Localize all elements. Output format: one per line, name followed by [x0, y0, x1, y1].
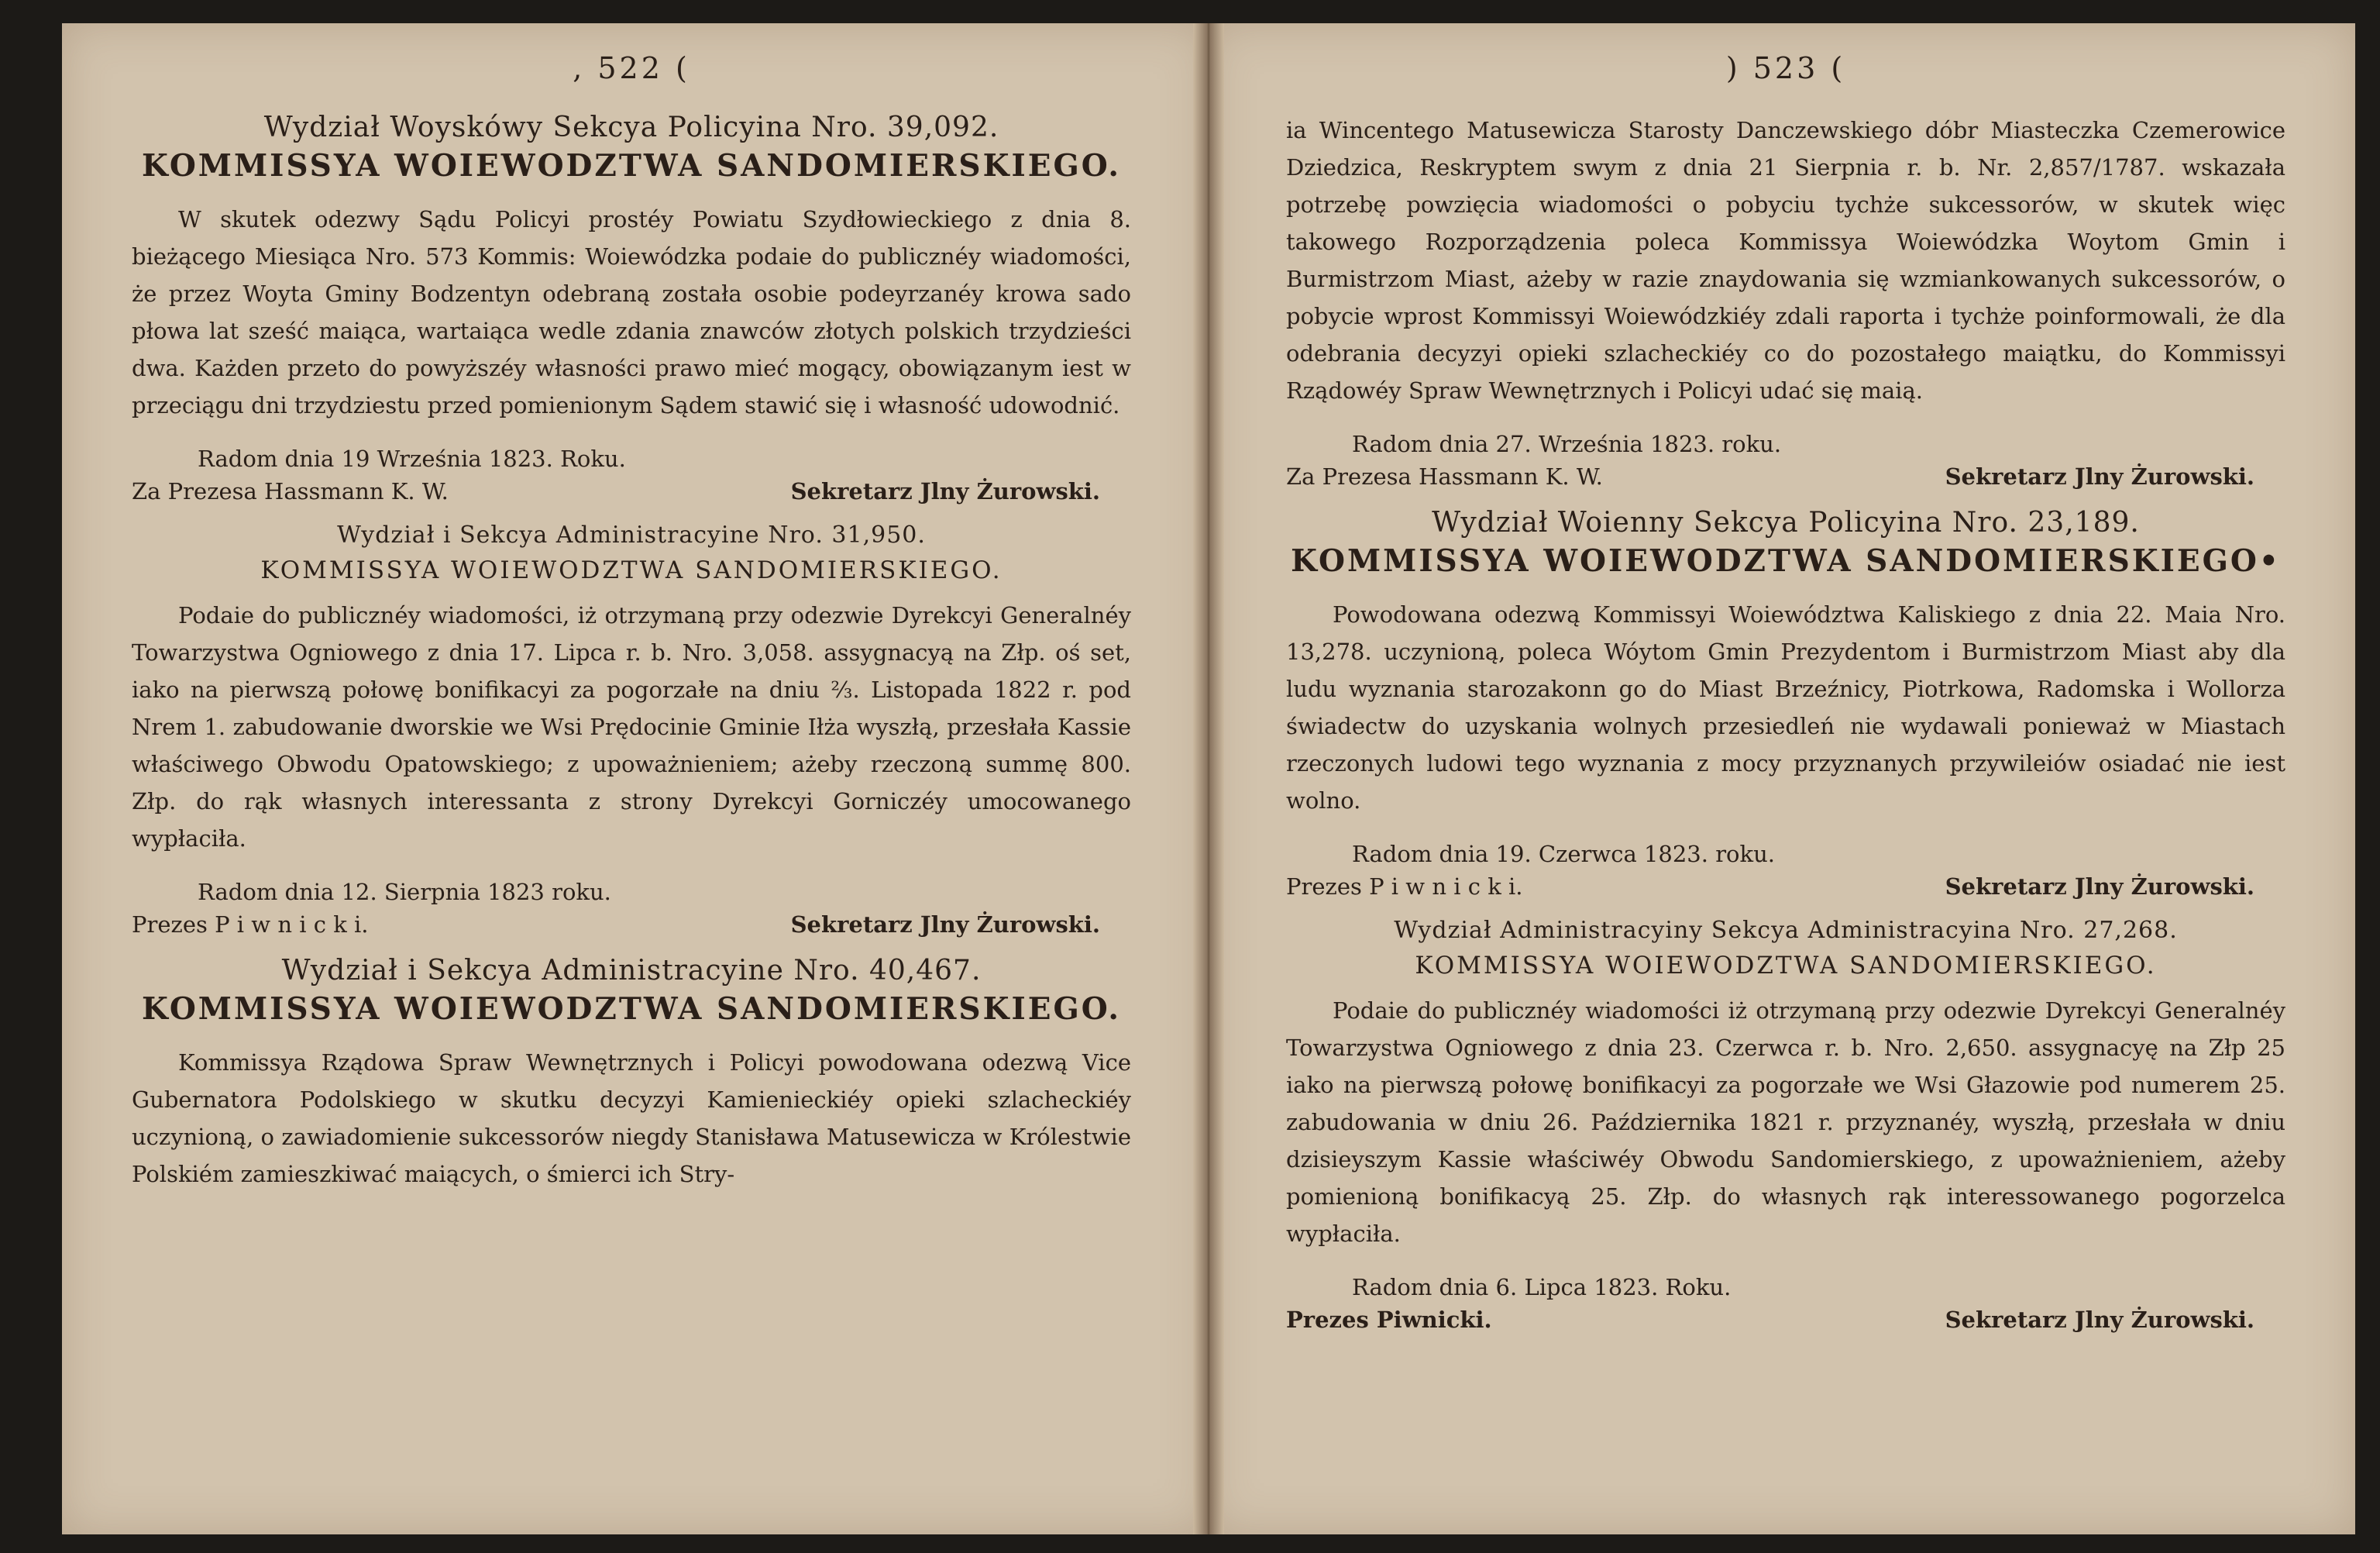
signature-left: Za Prezesa Hassmann K. W. [1286, 463, 1603, 490]
notice-heading: Wydział Woienny Sekcya Policyina Nro. 23,189. [1432, 507, 2140, 539]
right-page-content [1286, 45, 2285, 1350]
notice-body: ia Wincentego Matusewicza Starosty Danczewskiego dóbr Miasteczka Czemerowice Dziedzica, Reskryptem swym z dnia 21 Sierpnia r. b. Nr. 2,857/1787. wskazała potrzebę powzięcia wiadomości o pobyciu tychże sukcessorów, w skutek więc takowego Rozporządzenia poleca Kommissya Woiewódzka Woytom Gmin i Burmistrzom Miast, ażeby w razie znaydowania się wzmiankowanych sukcessorów, o pobycie wprost Kommissyi Woiewódzkiéy zdali raporta i tychże poinformowali, że dla odebrania decyzyi opieki szlacheckiéy co do pozostałego maiątku, do Kommissyi Rządowéy Spraw Wewnętrznych i Policyi udać się maią. [1286, 117, 2285, 404]
notice-authority: KOMMISSYA WOIEWODZTWA SANDOMIERSKIEGO. [141, 991, 1122, 1027]
notice-body: W skutek odezwy Sądu Policyi prostéy Powiatu Szydłowieckiego z dnia 8. bieżącego Miesiąca Nro. 573 Kommis: Woiewódzka podaie do publicznéy wiadomości, że przez Woyta Gminy Bodzentyn odebraną została osobie podeyrzanéy krowa sado płowa lat sześć maiąca, wartaiąca wedle zdania znawców złotych polskich trzydzieści dwa. Każden przeto do powyższéy własności prawo mieć mogący, obowiązanym iest w przeciągu dni trzydziestu przed pomienionym Sądem stawić się i własność udowodnić. [132, 206, 1131, 418]
signature-right: Sekretarz Jlny Żurowski. [1945, 873, 2254, 900]
notice-heading: Wydział Administracyiny Sekcya Administracyina Nro. 27,268. [1394, 917, 2178, 944]
notice-body: Kommissya Rządowa Spraw Wewnętrznych i Policyi powodowana odezwą Vice Gubernatora Podolskiego w skutku decyzyi Kamienieckiéy opieki szlacheckiéy uczynioną, o zawiadomienie sukcessorów niegdy Stanisława Matusewicza w Królestwie Polskiém zamieszkiwać maiących, o śmierci ich Stry- [132, 1049, 1131, 1187]
signature-left: Za Prezesa Hassmann K. W. [132, 478, 449, 504]
signature-left: Prezes Piwnicki. [1286, 1307, 1492, 1333]
notice-signatures [1286, 463, 2285, 490]
notice-authority: KOMMISSYA WOIEWODZTWA SANDOMIERSKIEGO. [260, 556, 1003, 584]
signature-left: Prezes P i w n i c k i. [1286, 873, 1523, 900]
book-spread [62, 23, 2355, 1534]
signature-right: Sekretarz Jlny Żurowski. [790, 478, 1100, 504]
notice-date: Radom dnia 6. Lipca 1823. Roku. [1352, 1274, 1732, 1300]
notice-heading: Wydział i Sekcya Administracyine Nro. 40,467. [281, 955, 982, 987]
notice-body: Podaie do publicznéy wiadomości, iż otrzymaną przy odezwie Dyrekcyi Generalnéy Towarzystwa Ogniowego z dnia 17. Lipca r. b. Nro. 3,058. assygnacyą na Złp. oś set, iako na pierwszą połowę bonifikacyi za pogorzałe na dniu ⅔. Listopada 1822 r. pod Nrem 1. zabudowanie dworskie we Wsi Prędocinie Gminie Iłża wyszłą, przesłała Kassie właściwego Obwodu Opatowskiego; z upoważnieniem; ażeby rzeczoną summę 800. Złp. do rąk własnych interessanta z strony Dyrekcyi Gorniczéy umocowanego wypłaciła. [132, 602, 1131, 852]
notice-date: Radom dnia 12. Sierpnia 1823 roku. [198, 879, 611, 905]
signature-right: Sekretarz Jlny Żurowski. [790, 911, 1100, 938]
signature-right: Sekretarz Jlny Żurowski. [1945, 463, 2254, 490]
right-page [1209, 23, 2355, 1534]
notice-authority: KOMMISSYA WOIEWODZTWA SANDOMIERSKIEGO• [1291, 543, 2281, 579]
notice-date: Radom dnia 19 Września 1823. Roku. [198, 446, 626, 472]
signature-left: Prezes P i w n i c k i. [132, 911, 369, 938]
notice-signatures [132, 911, 1131, 938]
left-page [62, 23, 1209, 1534]
signature-right: Sekretarz Jlny Żurowski. [1945, 1307, 2254, 1333]
notice-signatures [1286, 873, 2285, 900]
left-page-content [132, 45, 1131, 1193]
book-gutter [1193, 23, 1224, 1534]
notice-authority: KOMMISSYA WOIEWODZTWA SANDOMIERSKIEGO. [141, 148, 1122, 184]
notice-body: Powodowana odezwą Kommissyi Woiewództwa Kaliskiego z dnia 22. Maia Nro. 13,278. uczynioną, poleca Wóytom Gmin Prezydentom i Burmistrzom Miast aby dla ludu wyznania starozakonn go do Miast Brzeźnicy, Piotrkowa, Radomska i Wollorza świadectw do uzyskania wolnych przesiedleń nie wydawali ponieważ w Miastach rzeczonych ludowi tego wyznania z mocy przyznanych przywileiów osiadać nie iest wolno. [1286, 601, 2285, 814]
page-number: , 522 ( [573, 51, 690, 85]
notice-body: Podaie do publicznéy wiadomości iż otrzymaną przy odezwie Dyrekcyi Generalnéy Towarzystwa Ogniowego z dnia 23. Czerwca r. b. Nro. 2,650. assygnacyę na Złp 25 iako na pierwszą połowę bonifikacyi za pogorzałe we Wsi Głazowie pod numerem 25. zabudowania w dniu 26. Października 1821 r. przyznanéy, wyszłą, przesłała w dniu dzisieyszym Kassie właściwéy Obwodu Sandomierskiego, z upoważnieniem, ażeby pomienioną bonifikacyą 25. Złp. do własnych rąk interessowanego pogorzelca wypłaciła. [1286, 997, 2285, 1247]
notice-heading: Wydział i Sekcya Administracyine Nro. 31,950. [337, 522, 926, 549]
notice-heading: Wydział Woyskówy Sekcya Policyina Nro. 39,092. [263, 112, 999, 143]
page-number: ) 523 ( [1725, 51, 1846, 85]
notice-signatures [1286, 1307, 2285, 1333]
notice-date: Radom dnia 19. Czerwca 1823. roku. [1352, 841, 1775, 867]
notice-signatures [132, 478, 1131, 504]
notice-date: Radom dnia 27. Września 1823. roku. [1352, 431, 1782, 457]
notice-authority: KOMMISSYA WOIEWODZTWA SANDOMIERSKIEGO. [1415, 952, 2157, 980]
